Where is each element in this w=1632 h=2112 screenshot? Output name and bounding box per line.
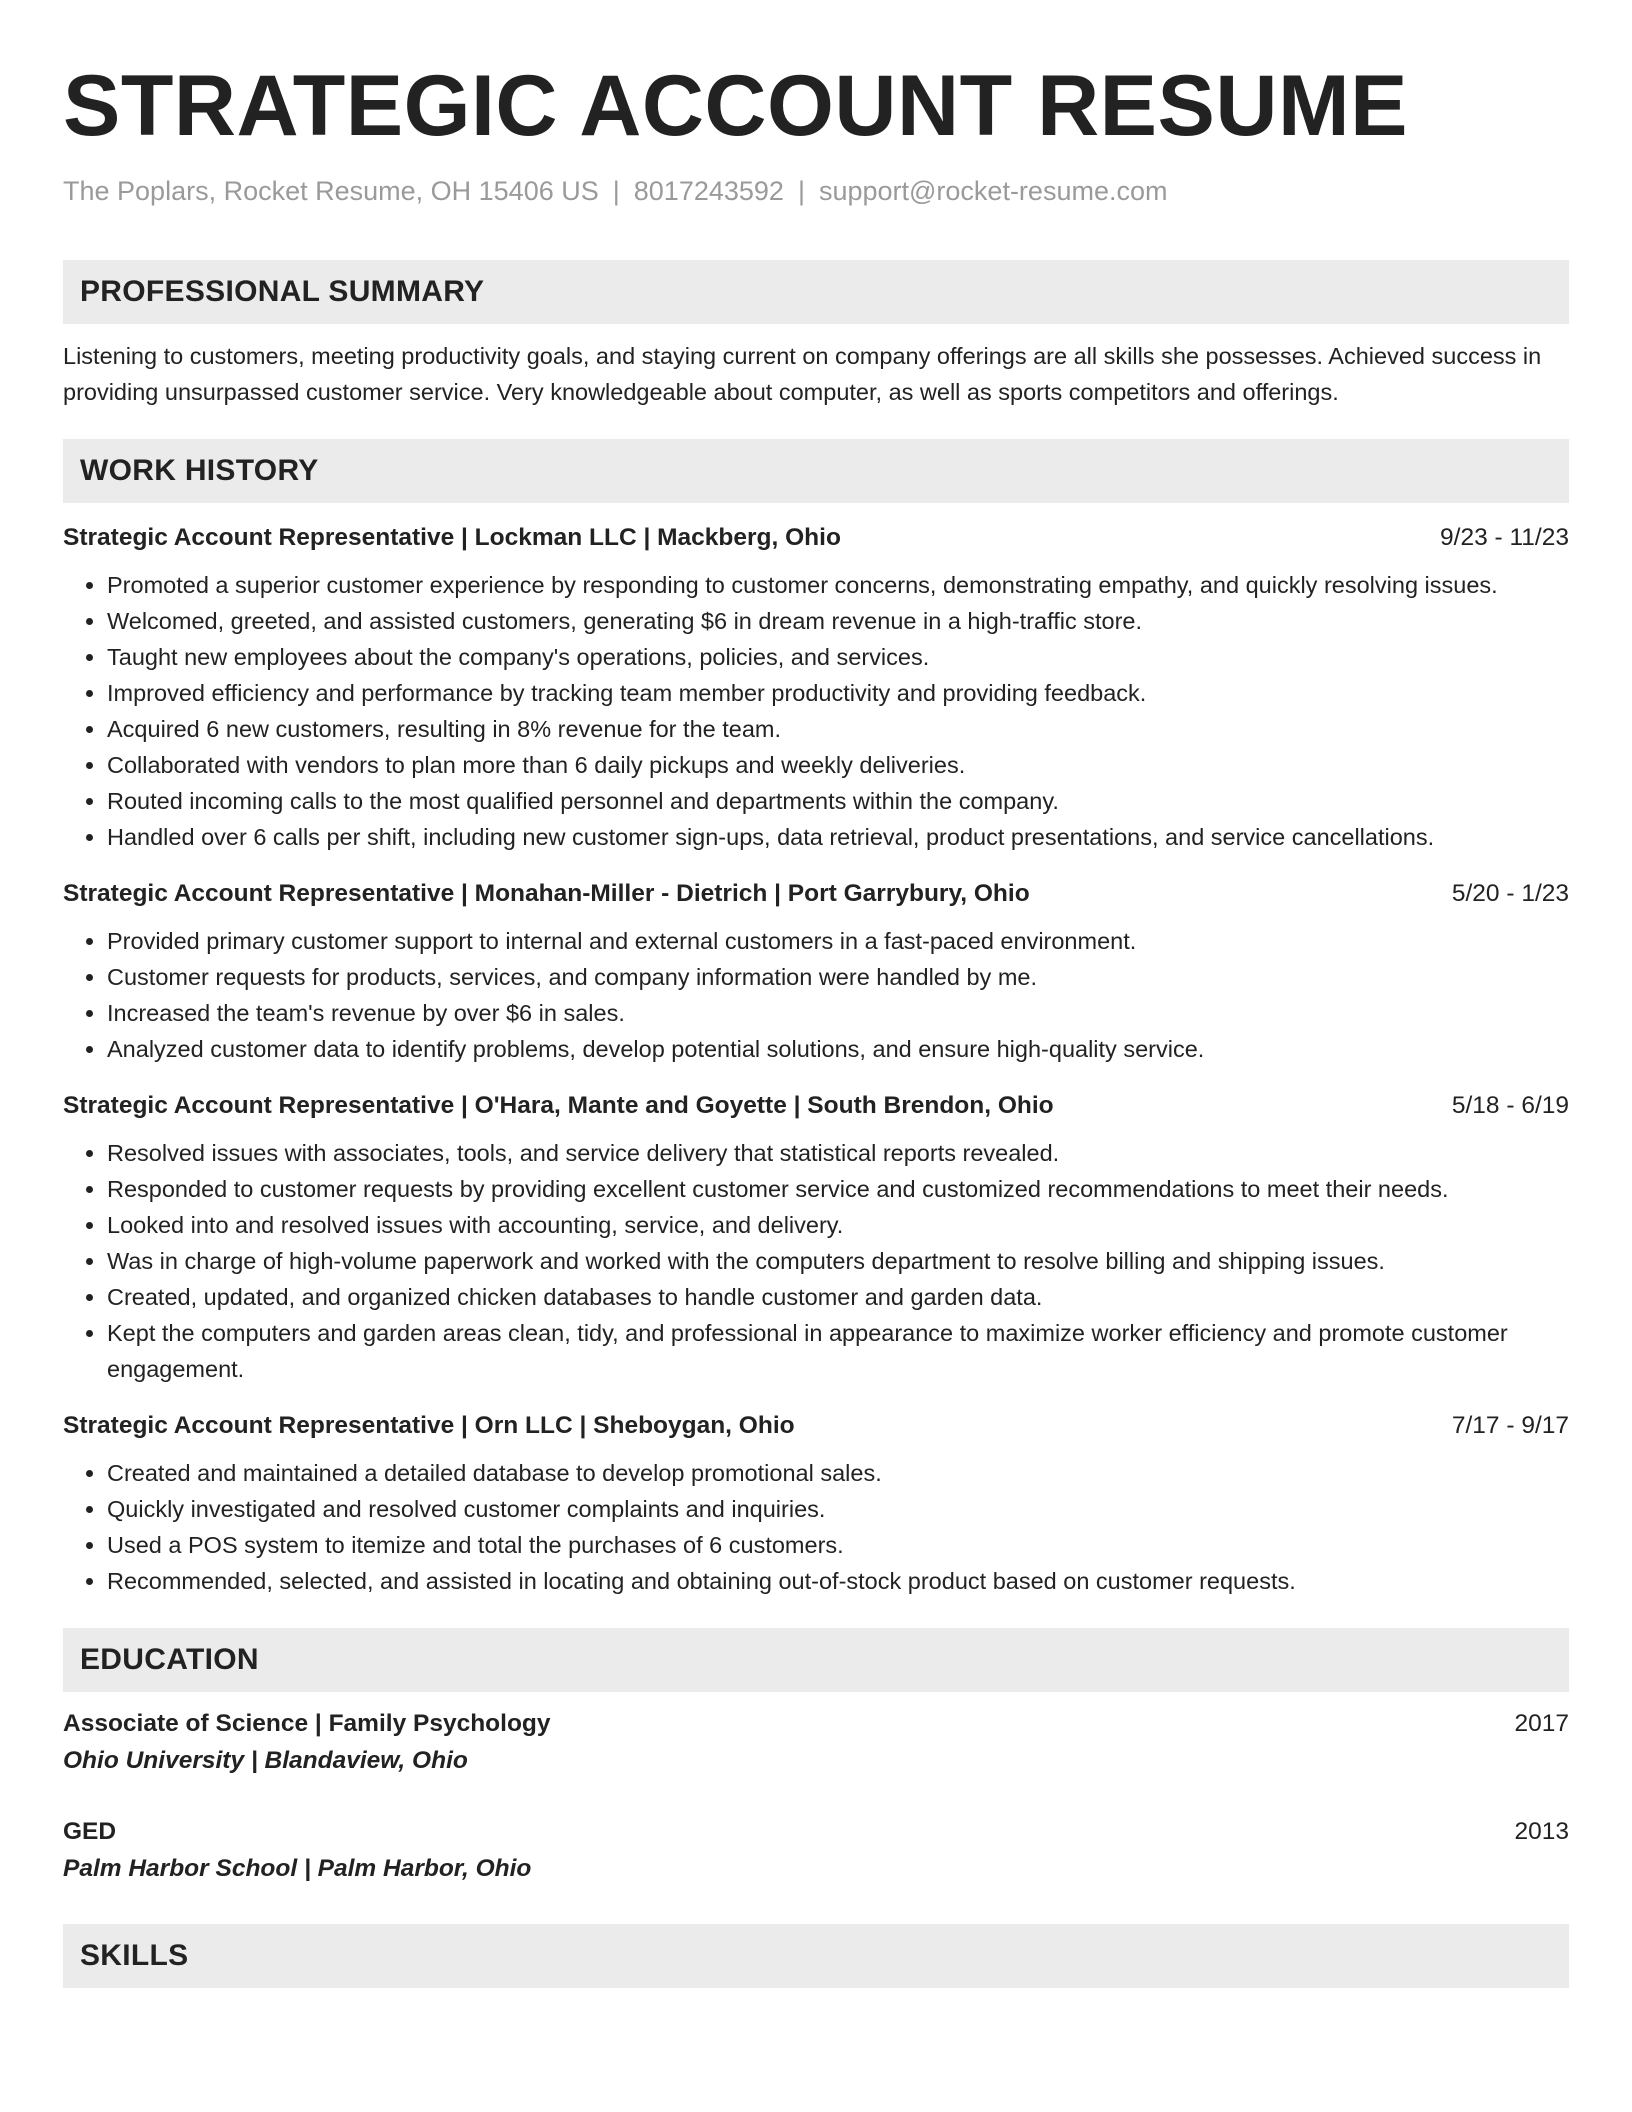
job-bullets [63,923,1569,1067]
job-bullet: • Provided primary customer support to internal and external customers in a fast-paced environment. [107,923,1569,959]
skills-heading: SKILLS [63,1924,1569,1988]
job-entry-4 [63,1409,1569,1599]
job-bullet: • Taught new employees about the company's operations, policies, and services. [107,639,1569,675]
job-bullet: • Acquired 6 new customers, resulting in 8% revenue for the team. [107,711,1569,747]
education-heading: EDUCATION [63,1628,1569,1692]
job-bullet: • Was in charge of high-volume paperwork and worked with the computers department to resolve billing and shipping issues. [107,1243,1569,1279]
job-bullet: • Analyzed customer data to identify problems, develop potential solutions, and ensure high-quality service. [107,1031,1569,1067]
job-dates: 5/20 - 1/23 [1451,880,1569,907]
contact-phone: 8017243592 [633,176,784,206]
job-title: Strategic Account Representative | Monahan-Miller - Dietrich | Port Garrybury, Ohio [63,880,1030,907]
education-degree: GED [63,1818,117,1845]
education-header [63,1814,1569,1850]
job-bullet: • Promoted a superior customer experience by responding to customer concerns, demonstrating empathy, and quickly resolving issues. [107,567,1569,603]
job-bullet: • Recommended, selected, and assisted in locating and obtaining out-of-stock product based on customer requests. [107,1563,1569,1599]
job-bullet: • Created and maintained a detailed database to develop promotional sales. [107,1455,1569,1491]
job-dates: 7/17 - 9/17 [1451,1412,1569,1439]
job-bullet: • Kept the computers and garden areas clean, tidy, and professional in appearance to maximize worker efficiency and promote customer engagement. [107,1315,1569,1387]
job-bullet: • Handled over 6 calls per shift, including new customer sign-ups, data retrieval, product presentations, and service cancellations. [107,819,1569,855]
job-bullet: • Created, updated, and organized chicken databases to handle customer and garden data. [107,1279,1569,1315]
job-bullet: • Collaborated with vendors to plan more than 6 daily pickups and weekly deliveries. [107,747,1569,783]
summary-heading: PROFESSIONAL SUMMARY [63,260,1569,324]
contact-separator: | [797,176,805,206]
job-bullet: • Used a POS system to itemize and total the purchases of 6 customers. [107,1527,1569,1563]
education-school: Palm Harbor School | Palm Harbor, Ohio [63,1855,532,1882]
job-bullet: • Increased the team's revenue by over $6 in sales. [107,995,1569,1031]
job-dates: 9/23 - 11/23 [1440,524,1569,551]
education-header [63,1706,1569,1742]
education-entry-1 [63,1706,1569,1780]
job-entry-1 [63,521,1569,855]
contact-separator: | [612,176,620,206]
job-dates: 5/18 - 6/19 [1451,1092,1569,1119]
job-bullet: • Responded to customer requests by providing excellent customer service and customized recommendations to meet their needs. [107,1171,1569,1207]
job-bullet: • Quickly investigated and resolved customer complaints and inquiries. [107,1491,1569,1527]
job-bullet: • Routed incoming calls to the most qualified personnel and departments within the company. [107,783,1569,819]
job-bullets [63,1455,1569,1599]
work-history-heading: WORK HISTORY [63,439,1569,503]
education-year: 2013 [1514,1818,1569,1845]
resume-title: STRATEGIC ACCOUNT RESUME [63,58,1408,154]
job-bullets [63,1135,1569,1387]
contact-line [63,174,1569,208]
job-header [63,1089,1569,1123]
job-entry-3 [63,1089,1569,1387]
job-header [63,877,1569,911]
job-header [63,521,1569,555]
job-bullets [63,567,1569,855]
contact-address: The Poplars, Rocket Resume, OH 15406 US [63,176,599,206]
education-year: 2017 [1514,1710,1569,1737]
job-entry-2 [63,877,1569,1067]
contact-email: support@rocket-resume.com [818,176,1168,206]
job-bullet: • Customer requests for products, services, and company information were handled by me. [107,959,1569,995]
job-bullet: • Improved efficiency and performance by tracking team member productivity and providing feedback. [107,675,1569,711]
education-school: Ohio University | Blandaview, Ohio [63,1747,468,1774]
job-title: Strategic Account Representative | Lockman LLC | Mackberg, Ohio [63,524,841,551]
job-title: Strategic Account Representative | O'Hara, Mante and Goyette | South Brendon, Ohio [63,1092,1054,1119]
job-header [63,1409,1569,1443]
education-degree: Associate of Science | Family Psychology [63,1710,551,1737]
education-entry-2 [63,1814,1569,1888]
job-title: Strategic Account Representative | Orn LLC | Sheboygan, Ohio [63,1412,795,1439]
job-bullet: • Welcomed, greeted, and assisted customers, generating $6 in dream revenue in a high-traffic store. [107,603,1569,639]
job-bullet: • Resolved issues with associates, tools, and service delivery that statistical reports revealed. [107,1135,1569,1171]
summary-text: Listening to customers, meeting productivity goals, and staying current on company offerings are all skills she possesses. Achieved success in providing unsurpassed customer service. Very knowledgeable about computer, as well as sports competitors and offerings. [63,343,1542,405]
job-bullet: • Looked into and resolved issues with accounting, service, and delivery. [107,1207,1569,1243]
